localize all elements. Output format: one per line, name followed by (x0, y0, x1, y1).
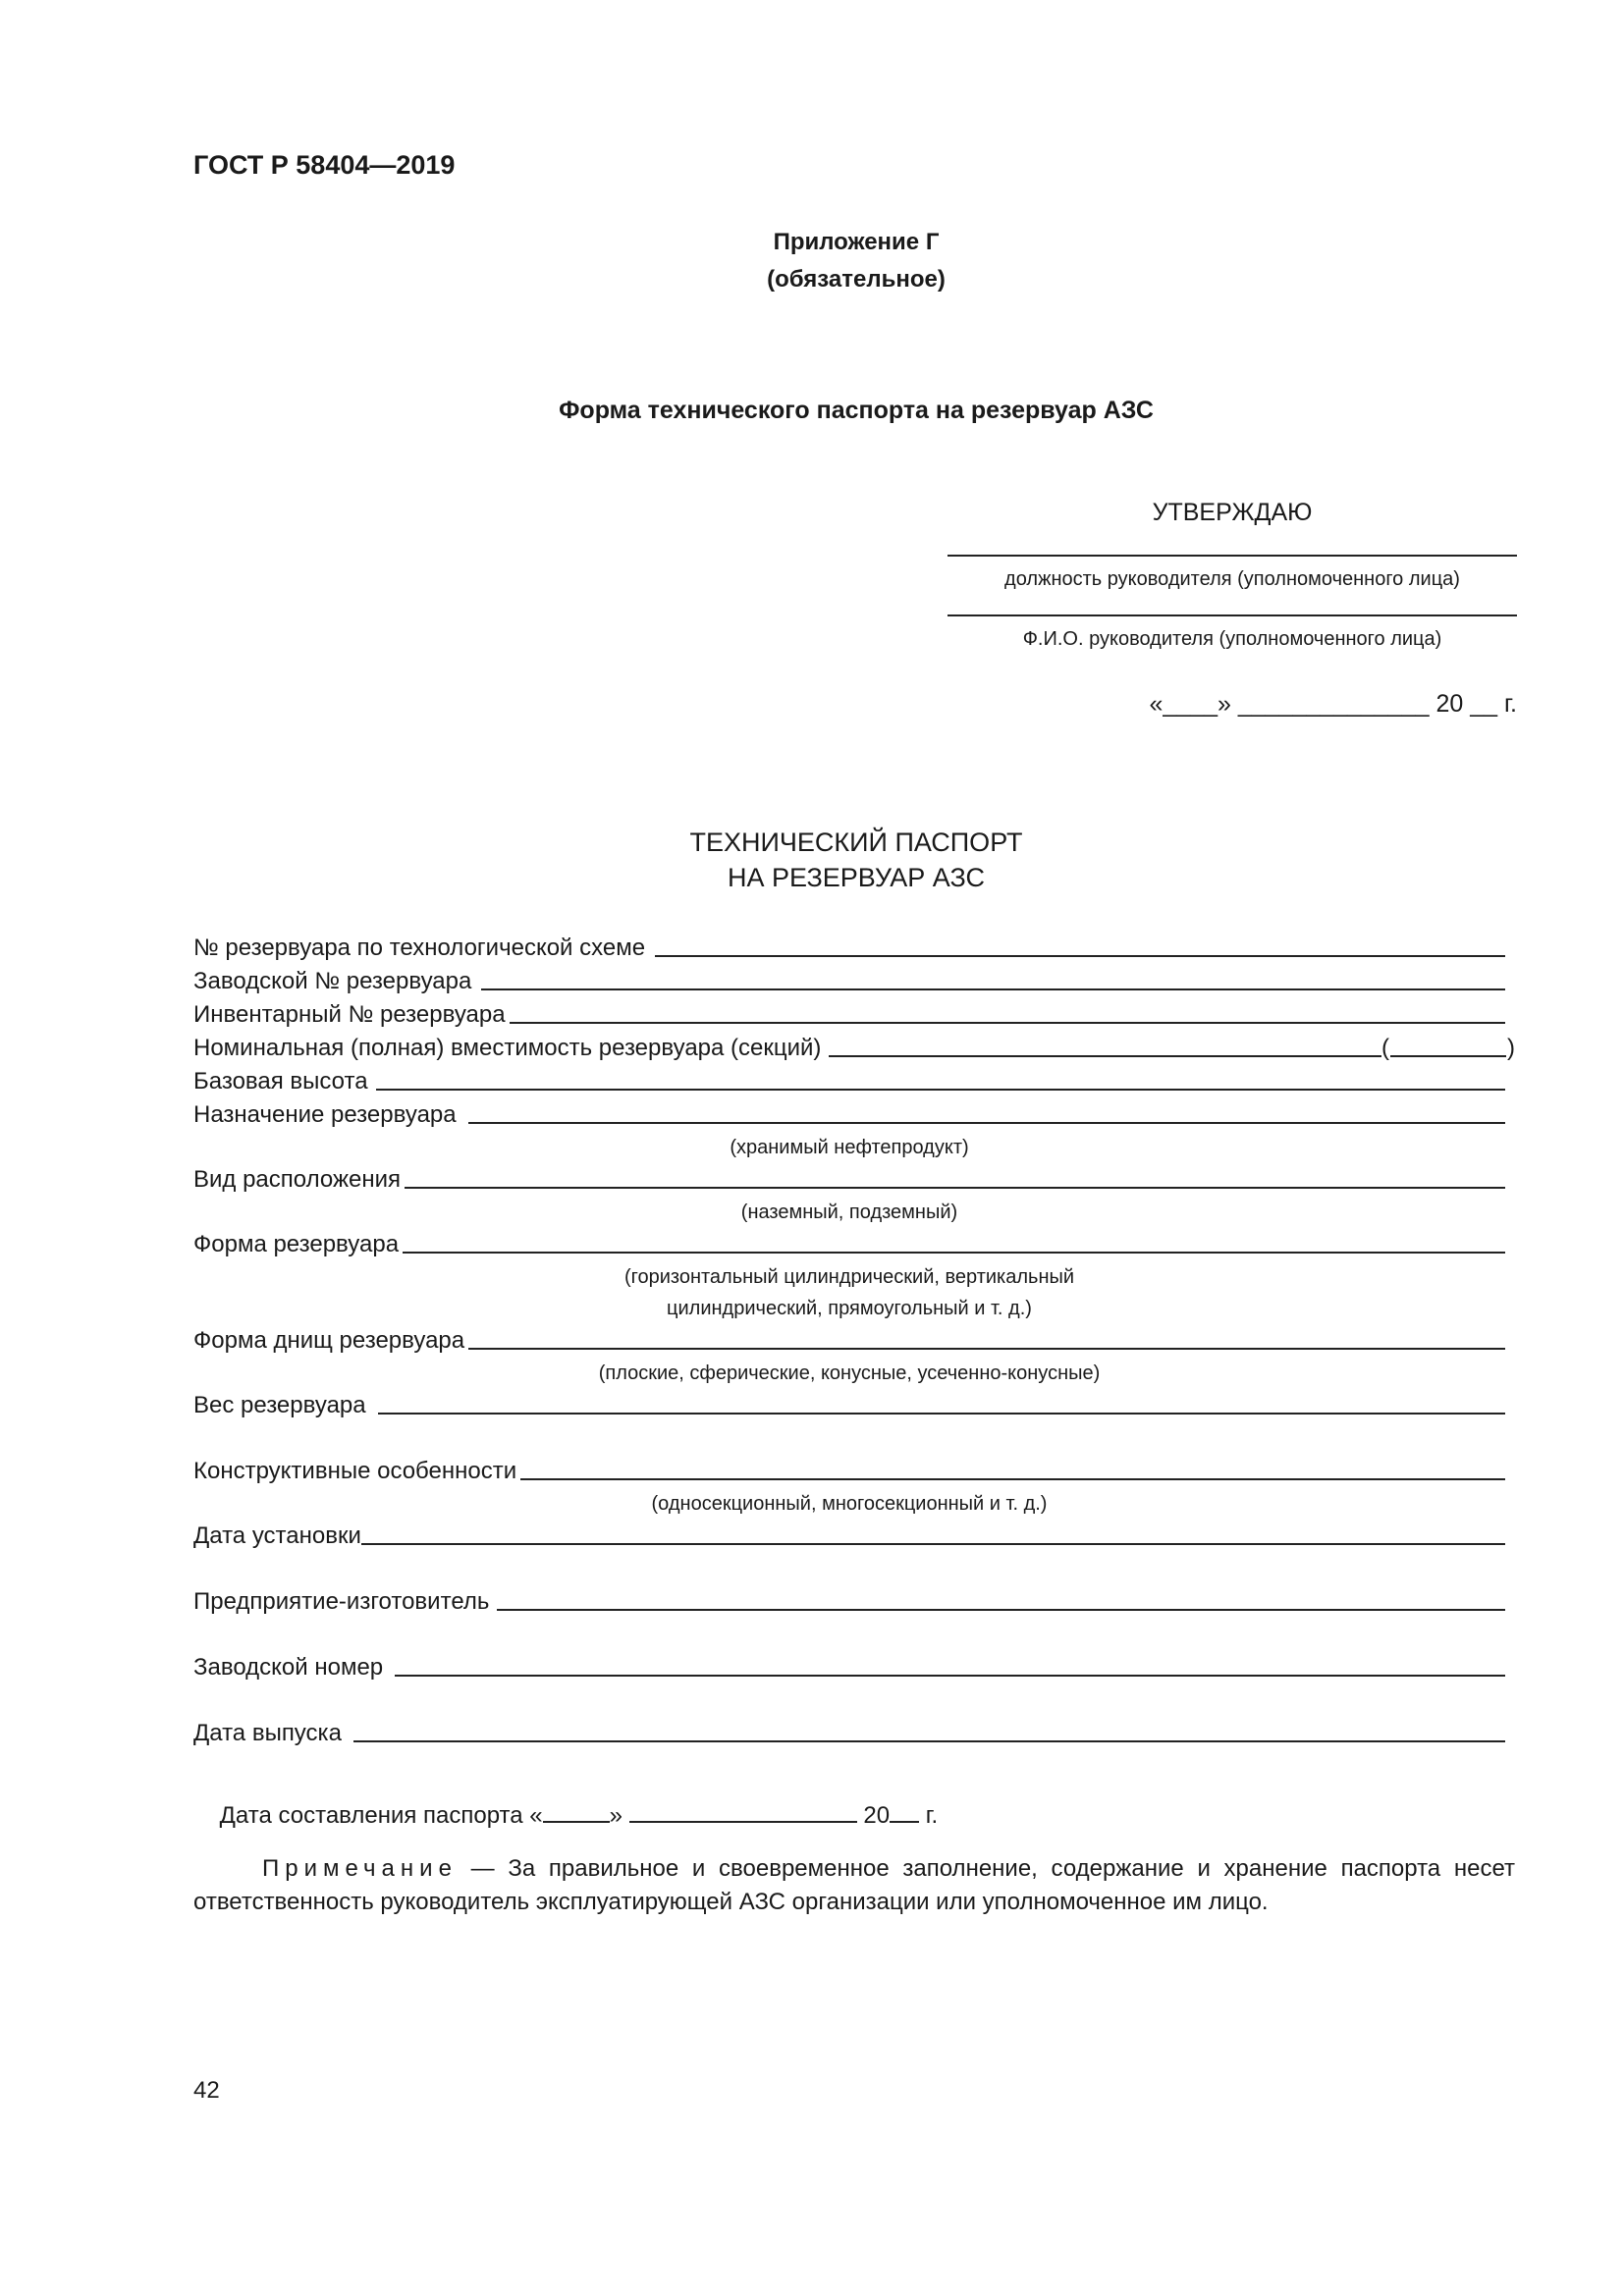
field-factory-number (193, 968, 1505, 995)
field-base-height (193, 1068, 1505, 1095)
field-label: Вид расположения (193, 1166, 402, 1193)
field-bottoms (193, 1327, 1505, 1355)
field-label: Заводской номер (193, 1654, 384, 1681)
field-label: Инвентарный № резервуара (193, 1001, 506, 1028)
fill-line[interactable] (361, 1543, 1505, 1545)
name-caption: Ф.И.О. руководителя (уполномоченного лица) (1022, 628, 1442, 650)
compile-day-line[interactable] (543, 1821, 610, 1823)
fill-line[interactable] (510, 1022, 1505, 1024)
field-label: Базовая высота (193, 1068, 368, 1095)
field-serial-number (193, 1654, 1505, 1682)
design-hint: (односекционный, многосекционный и т. д.) (651, 1493, 1048, 1515)
appendix-status: (обязательное) (767, 266, 946, 293)
field-label: Дата установки (193, 1522, 361, 1549)
placement-hint: (наземный, подземный) (740, 1201, 958, 1223)
fill-line[interactable] (497, 1609, 1505, 1611)
field-label: Форма резервуара (193, 1231, 400, 1257)
compile-date-label: Дата составления паспорта « (219, 1802, 543, 1829)
approval-date-line[interactable]: «____» ______________ 20 __ г. (1149, 690, 1517, 718)
standard-number: ГОСТ Р 58404—2019 (193, 150, 456, 180)
field-manufacturer (193, 1588, 1505, 1616)
field-label: Конструктивные особенности (193, 1458, 517, 1484)
fill-line[interactable] (376, 1089, 1505, 1091)
field-placement (193, 1166, 1505, 1194)
passport-title-line-2: НА РЕЗЕРВУАР АЗС (728, 863, 985, 892)
name-line[interactable] (947, 614, 1517, 616)
field-label: Заводской № резервуара (193, 968, 472, 994)
appendix-title: Приложение Г (773, 229, 940, 255)
fill-line[interactable] (353, 1740, 1505, 1742)
fill-line[interactable] (829, 1055, 1381, 1057)
field-install-date (193, 1522, 1505, 1550)
page-number: 42 (193, 2077, 220, 2104)
field-label: Вес резервуара (193, 1392, 366, 1418)
note-text: — За правильное и своевременное заполнение, содержание и хранение паспорта несет ответственность руководитель эксплуатирующей АЗС организации или уполномоченное им лицо. (193, 1855, 1515, 1915)
field-label: Предприятие-изготовитель (193, 1588, 490, 1615)
shape-hint-1: (горизонтальный цилиндрический, вертикальный (623, 1266, 1075, 1288)
compile-year: 20 (863, 1802, 891, 1829)
field-shape (193, 1231, 1505, 1258)
note-label: Примечание (262, 1855, 458, 1882)
passport-title (0, 825, 1624, 895)
compile-close-quote: » (609, 1802, 623, 1829)
field-design (193, 1458, 1505, 1485)
purpose-hint: (хранимый нефтепродукт) (730, 1137, 969, 1158)
field-label: № резервуара по технологической схеме (193, 934, 646, 961)
fill-line[interactable] (481, 988, 1505, 990)
fill-line[interactable] (378, 1413, 1505, 1415)
field-purpose (193, 1101, 1505, 1129)
note (193, 1852, 1515, 1919)
fill-line[interactable] (468, 1122, 1505, 1124)
position-line[interactable] (947, 555, 1517, 557)
appendix-heading (0, 224, 1624, 298)
fill-line[interactable] (468, 1348, 1505, 1350)
field-capacity (193, 1035, 1515, 1062)
approval-block (947, 499, 1517, 651)
passport-title-line-1: ТЕХНИЧЕСКИЙ ПАСПОРТ (689, 828, 1023, 857)
position-caption: должность руководителя (уполномоченного лица) (1004, 568, 1460, 590)
field-label: Номинальная (полная) вместимость резервуара (секций) (193, 1035, 822, 1061)
fill-line[interactable] (405, 1187, 1505, 1189)
form-title: Форма технического паспорта на резервуар АЗС (559, 397, 1154, 424)
field-scheme-number (193, 934, 1505, 962)
field-label: Дата выпуска (193, 1720, 342, 1746)
field-inventory-number (193, 1001, 1505, 1029)
field-release-date (193, 1720, 1505, 1747)
field-label: Назначение резервуара (193, 1101, 457, 1128)
bottoms-hint: (плоские, сферические, конусные, усеченно-конусные) (598, 1362, 1101, 1384)
compile-suffix: г. (925, 1802, 939, 1829)
section-capacity[interactable]: ( ) (1381, 1035, 1515, 1061)
compile-date (193, 1775, 938, 1857)
field-label: Форма днищ резервуара (193, 1327, 465, 1354)
field-weight (193, 1392, 1505, 1419)
fill-line[interactable] (403, 1252, 1505, 1254)
fill-line[interactable] (655, 955, 1505, 957)
shape-hint-2: цилиндрический, прямоугольный и т. д.) (667, 1298, 1032, 1319)
fill-line[interactable] (395, 1675, 1505, 1677)
compile-month-line[interactable] (629, 1821, 857, 1823)
compile-year-line[interactable] (890, 1821, 919, 1823)
approve-word: УТВЕРЖДАЮ (1152, 499, 1313, 526)
fill-line[interactable] (520, 1478, 1505, 1480)
